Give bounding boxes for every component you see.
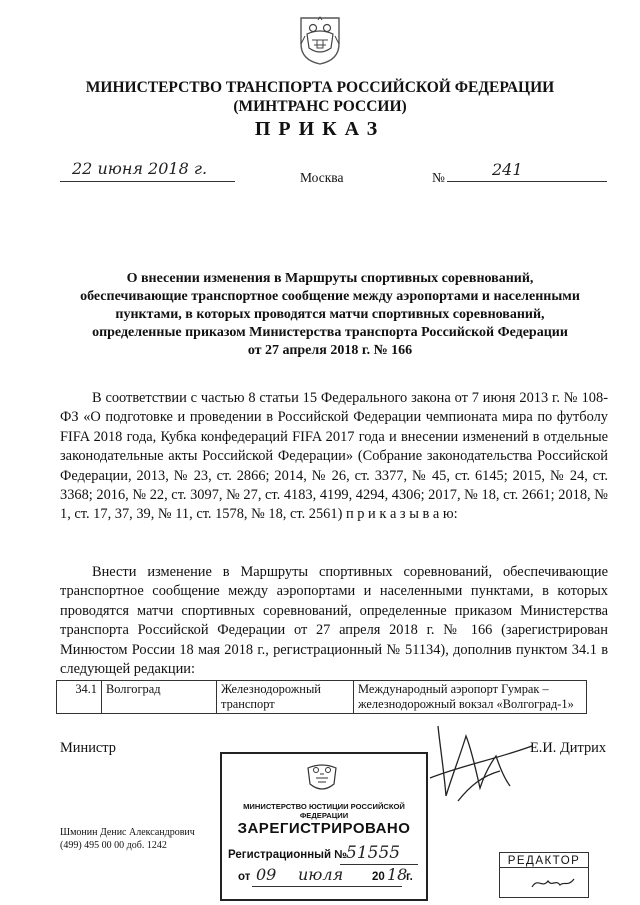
route-description-cell: Международный аэропорт Гумрак – железнодорожный вокзал «Волгоград-1» [354,681,587,714]
title-line-3: пунктами, в которых проводятся матчи спортивных соревнований, [115,307,545,322]
order-date: 22 июня 2018 г. [72,159,208,178]
title-line-5: от 27 апреля 2018 г. № 166 [247,343,413,358]
preamble-text: В соответствии с частью 8 статьи 15 Федерального закона от 7 июня 2013 г. № 108-ФЗ «О подготовке и проведении в Российской Федерации чемпионата мира по футболу FIFA 2018 года, Кубка конфедераций FIFA 2017 года и внесении изменений в отдельные законодательные акты Российской Федерации» (Собрание законодательства Российской Федерации, 2013, № 23, ст. 2866; 2014, № 26, ст. 3377, № 45, ст. 6145; 2015, № 24, ст. 3368; 2016, № 22, ст. 3097, № 27, ст. 4183, 4199, 4294, 4306; 2017, № 18, ст. 2661; 2018, № 1, ст. 17, 37, 39, № 11, ст. 1578, № 18, ст. 2561) [60,390,608,523]
executor-name: Шмонин Денис Александрович [60,827,195,838]
coat-of-arms-emblem [297,14,343,66]
order-number: 241 [492,160,523,179]
executor-block [60,826,195,852]
signatory-position: Министр [60,740,116,756]
stamp-reg-number: 51555 [346,843,401,863]
stamp-date-suffix: г. [406,871,413,883]
registration-stamp [220,752,428,901]
number-underline [447,181,607,182]
editor-stamp [499,852,589,898]
order-title [60,270,600,360]
stamp-status: ЗАРЕГИСТРИРОВАНО [237,820,411,837]
stamp-reg-label: Регистрационный № [228,849,348,861]
stamp-date-year-printed: 20 [372,871,385,883]
table-row [57,681,587,714]
ministry-line-1: МИНИСТЕРСТВО ТРАНСПОРТА РОССИЙСКОЙ ФЕДЕРАЦИИ [85,79,555,96]
route-transport-cell: Железнодорожный транспорт [217,681,354,714]
date-underline [60,181,235,182]
stamp-date-prefix: от [238,871,251,883]
route-city-cell: Волгоград [102,681,217,714]
executor-phone: (499) 495 00 00 доб. 1242 [60,840,167,851]
ministry-header [0,78,640,116]
title-line-4: определенные приказом Министерства транспорта Российской Федерации [92,325,568,340]
title-line-1: О внесении изменения в Маршруты спортивных соревнований, [126,271,534,286]
document-type: ПРИКАЗ [254,118,386,140]
date-underline-stamp [252,886,402,887]
title-line-2: обеспечивающие транспортное сообщение между аэропортами и населенными [80,289,580,304]
editor-stamp-label: РЕДАКТОР [500,853,588,868]
order-verb: п р и к а з ы в а ю: [345,506,458,523]
stamp-emblem [304,760,340,801]
stamp-date-day: 09 [256,865,277,884]
stamp-date-month: июля [298,865,344,884]
route-number-cell: 34.1 [57,681,102,714]
stamp-date-year-hand: 18 [387,865,408,884]
preamble-paragraph [60,389,608,525]
signatory-name: Е.И. Дитрих [530,740,607,756]
operative-text: Внести изменение в Маршруты спортивных соревнований, обеспечивающие транспортное сообщение между аэропортами и населенными пунктами, в которых проводятся матчи спортивных соревнований, определенные приказом Министерства транспорта Российской Федерации от 27 апреля 2018 г. № 166 (зарегистрирован Минюстом России 18 мая 2018 г., регистрационный № 51134), дополнив пунктом 34.1 в следующей редакции: [60,564,608,678]
order-city: Москва [300,170,344,185]
editor-initials-scribble [530,873,580,898]
route-table-wrap [56,680,587,714]
operative-paragraph [60,563,608,679]
stamp-org: МИНИСТЕРСТВО ЮСТИЦИИ РОССИЙСКОЙ ФЕДЕРАЦИИ [243,802,405,820]
ministry-line-2: (МИНТРАНС РОССИИ) [233,98,407,115]
route-table [56,680,587,714]
number-label: № [432,170,445,185]
